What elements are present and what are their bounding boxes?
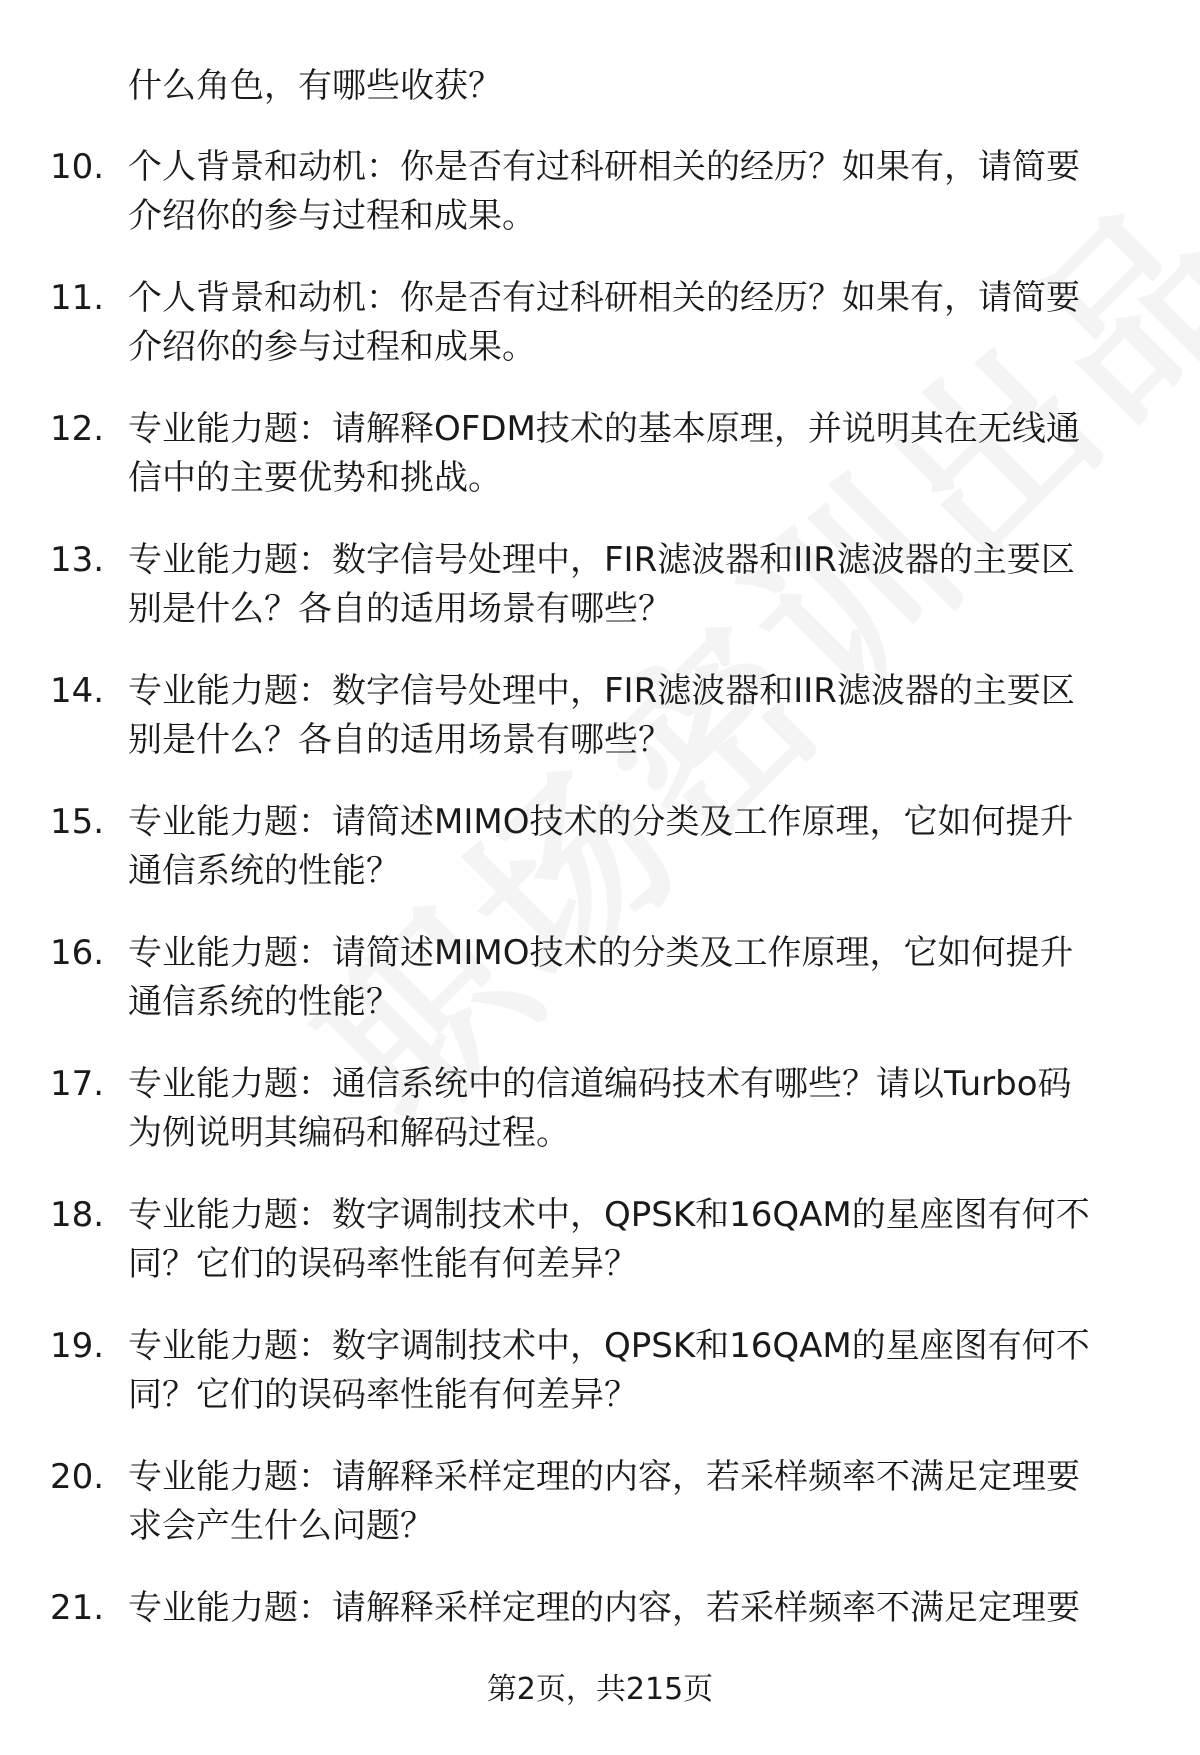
- question-number: 10.: [50, 147, 105, 187]
- question-line: 通信系统的性能？: [128, 851, 400, 891]
- question-number: 13.: [50, 540, 105, 580]
- question-item: [50, 929, 1160, 1060]
- question-item: [50, 667, 1160, 798]
- question-text: [128, 667, 1158, 765]
- question-number: 12.: [50, 409, 105, 449]
- question-line: 专业能力题：数字调制技术中，QPSK和16QAM的星座图有何不: [128, 1326, 1090, 1366]
- continued-question-text: 什么角色，有哪些收获？: [128, 66, 502, 106]
- question-text: [128, 536, 1158, 634]
- question-line: 专业能力题：请解释采样定理的内容，若采样频率不满足定理要: [128, 1457, 1080, 1497]
- question-line: 同？它们的误码率性能有何差异？: [128, 1244, 638, 1284]
- question-line: 专业能力题：请简述MIMO技术的分类及工作原理，它如何提升: [128, 802, 1074, 842]
- question-number: 16.: [50, 933, 105, 973]
- question-item: [50, 143, 1160, 274]
- question-line: 专业能力题：数字信号处理中，FIR滤波器和IIR滤波器的主要区: [128, 671, 1075, 711]
- question-item: [50, 798, 1160, 929]
- question-text: [128, 1453, 1158, 1551]
- question-item: [50, 1322, 1160, 1453]
- question-item: [50, 1060, 1160, 1191]
- question-line: 为例说明其编码和解码过程。: [128, 1113, 570, 1153]
- question-text: [128, 1060, 1158, 1158]
- question-number: 11.: [50, 278, 105, 318]
- question-line: 专业能力题：数字信号处理中，FIR滤波器和IIR滤波器的主要区: [128, 540, 1075, 580]
- question-line: 通信系统的性能？: [128, 982, 400, 1022]
- question-text: [128, 1191, 1158, 1289]
- question-number: 19.: [50, 1326, 105, 1366]
- question-text: [128, 143, 1158, 241]
- question-item: [50, 405, 1160, 536]
- question-line: 同？它们的误码率性能有何差异？: [128, 1375, 638, 1415]
- question-line: 专业能力题：请解释采样定理的内容，若采样频率不满足定理要: [128, 1588, 1080, 1628]
- question-text: [128, 274, 1158, 372]
- question-number: 15.: [50, 802, 105, 842]
- question-list: [50, 143, 1160, 1715]
- question-line: 个人背景和动机：你是否有过科研相关的经历？如果有，请简要: [128, 147, 1080, 187]
- question-line: 个人背景和动机：你是否有过科研相关的经历？如果有，请简要: [128, 278, 1080, 318]
- question-number: 21.: [50, 1588, 105, 1628]
- question-number: 14.: [50, 671, 105, 711]
- question-text: [128, 1584, 1158, 1682]
- page-footer: 第2页，共215页: [486, 1672, 714, 1707]
- question-item: [50, 274, 1160, 405]
- question-text: [128, 1322, 1158, 1420]
- question-line: 介绍你的参与过程和成果。: [128, 196, 536, 236]
- question-line: 别是什么？各自的适用场景有哪些？: [128, 720, 672, 760]
- question-line: 求会产生什么问题？: [128, 1506, 434, 1546]
- question-item: [50, 1191, 1160, 1322]
- question-line: 专业能力题：请简述MIMO技术的分类及工作原理，它如何提升: [128, 933, 1074, 973]
- question-item: [50, 1453, 1160, 1584]
- question-line: 专业能力题：通信系统中的信道编码技术有哪些？请以Turbo码: [128, 1064, 1072, 1104]
- question-number: 18.: [50, 1195, 105, 1235]
- question-number: 20.: [50, 1457, 105, 1497]
- question-line: 专业能力题：数字调制技术中，QPSK和16QAM的星座图有何不: [128, 1195, 1090, 1235]
- question-line: 别是什么？各自的适用场景有哪些？: [128, 589, 672, 629]
- question-line: 介绍你的参与过程和成果。: [128, 327, 536, 367]
- question-line: 专业能力题：请解释OFDM技术的基本原理，并说明其在无线通: [128, 409, 1080, 449]
- question-line: 信中的主要优势和挑战。: [128, 458, 502, 498]
- question-item: [50, 536, 1160, 667]
- question-text: [128, 798, 1158, 896]
- question-text: [128, 405, 1158, 503]
- question-number: 17.: [50, 1064, 105, 1104]
- question-text: [128, 929, 1158, 1027]
